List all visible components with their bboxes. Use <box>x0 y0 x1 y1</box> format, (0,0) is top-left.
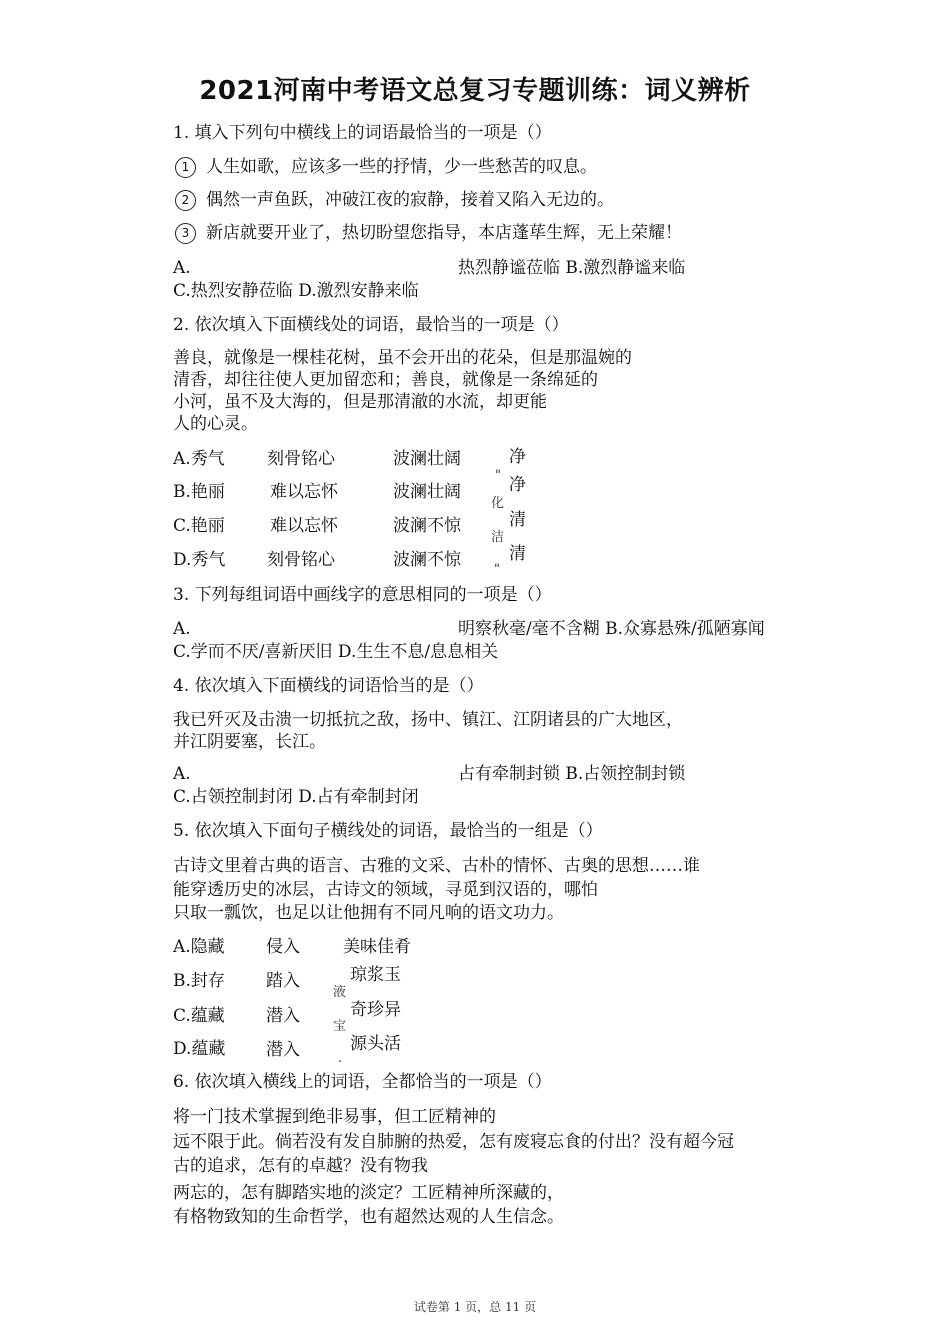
question-5-option-c-word-3: 奇珍异 <box>350 1000 401 1020</box>
question-4-passage-line: 我已歼灭及击溃一切抵抗之敌，扬中、镇江、江阴诸县的广大地区， <box>173 710 683 730</box>
question-6-passage-line: 两忘的，怎有脚踏实地的淡定？工匠精神所深藏的， <box>173 1183 564 1203</box>
question-2-option-b-word-1: B.艳丽 <box>173 482 225 502</box>
question-5-passage-line: 古诗文里着古典的语言、古雅的文采、古朴的情怀、古奥的思想……谁 <box>173 856 700 876</box>
question-3-options-line-2: C.学而不厌/喜新厌旧 D.生生不息/息息相关 <box>173 642 499 662</box>
question-1-options-line-1: 热烈静谧莅临 B.激烈静谧来临 <box>458 258 686 278</box>
question-6-passage-line: 远不限于此。倘若没有发自肺腑的热爱，怎有废寝忘食的付出？没有超今冠 <box>173 1132 734 1152</box>
question-5-option-a-word-1: A.隐藏 <box>173 937 225 957</box>
question-5-option-b-word-3: 琼浆玉 <box>350 965 401 985</box>
question-5-option-d-word-3: 源头活 <box>350 1034 401 1054</box>
question-5-option-b-word-2: 踏入 <box>266 971 300 991</box>
question-5-option-b-word-1: B.封存 <box>173 971 225 991</box>
question-1-item-2 <box>175 189 614 211</box>
question-2-option-c-word-2: 难以忘怀 <box>270 516 338 536</box>
question-2-option-a-fragment: " <box>495 468 501 483</box>
question-6-passage-line: 将一门技术掌握到绝非易事，但工匠精神的 <box>173 1107 496 1127</box>
question-6-passage-line: 有格物致知的生命哲学，也有超然达观的人生信念。 <box>173 1207 564 1227</box>
question-1-item-3 <box>175 222 682 244</box>
question-6-stem: 6. 依次填入横线上的词语，全都恰当的一项是（） <box>173 1072 552 1092</box>
question-5-option-c-fragment: 宝 <box>333 1019 347 1034</box>
question-2-option-c-fragment: 洁 <box>491 530 505 545</box>
question-5-option-d-fragment: . <box>338 1051 343 1066</box>
question-1-stem: 1. 填入下列句中横线上的词语最恰当的一项是（） <box>173 123 552 143</box>
question-2-option-d-word-2: 刻骨铭心 <box>267 550 335 570</box>
question-5-option-c-word-1: C.蕴藏 <box>173 1006 225 1026</box>
question-4-option-a-label: A. <box>173 764 191 784</box>
item-text: 人生如歌，应该多一些的抒情，少一些愁苦的叹息。 <box>206 157 597 177</box>
question-2-option-c-word-1: C.艳丽 <box>173 516 225 536</box>
question-5-passage-line: 只取一瓢饮，也足以让他拥有不同凡响的语文功力。 <box>173 903 564 923</box>
question-6-passage-line: 古的追求，怎有的卓越？没有物我 <box>173 1156 428 1176</box>
question-4-options-line-2: C.占领控制封闭 D.占有牵制封闭 <box>173 787 419 807</box>
question-2-option-d-word-3: 波澜不惊 <box>393 550 461 570</box>
question-1-option-a-label: A. <box>173 258 191 278</box>
question-5-option-c-word-2: 潜入 <box>266 1006 300 1026</box>
question-5-option-d-word-2: 潜入 <box>266 1040 300 1060</box>
question-2-passage-line: 小河，虽不及大海的，但是那清澈的水流，却更能 <box>173 392 547 412</box>
circled-number: 2 <box>175 190 196 211</box>
question-2-option-c-word-3: 波澜不惊 <box>393 516 461 536</box>
question-2-option-b-word-4: 净 <box>509 475 526 495</box>
question-2-option-d-word-4: 清 <box>509 544 526 564</box>
question-2-option-b-fragment: 化 <box>491 496 505 511</box>
question-2-option-d-fragment: " <box>494 562 500 577</box>
question-5-stem: 5. 依次填入下面句子横线处的词语，最恰当的一组是（） <box>173 821 603 841</box>
question-5-option-d-word-1: D.蕴藏 <box>173 1039 226 1059</box>
question-3-option-a-label: A. <box>173 619 191 639</box>
question-2-option-a-word-4: 净 <box>509 447 526 467</box>
question-1-options-line-2: C.热烈安静莅临 D.激烈安静来临 <box>173 281 419 301</box>
question-2-option-a-word-3: 波澜壮阔 <box>393 449 461 469</box>
question-2-option-c-word-4: 清 <box>509 510 526 530</box>
question-5-passage-line: 能穿透历史的冰层，古诗文的领域，寻觅到汉语的，哪怕 <box>173 880 598 900</box>
question-2-option-b-word-3: 波澜壮阔 <box>393 482 461 502</box>
question-5-option-b-fragment: 液 <box>333 985 347 1000</box>
circled-number: 3 <box>175 223 196 244</box>
question-2-option-a-word-2: 刻骨铭心 <box>267 449 335 469</box>
page-title: 2021河南中考语文总复习专题训练：词义辨析 <box>199 76 751 106</box>
page-footer: 试卷第 1 页，总 11 页 <box>413 1300 537 1314</box>
question-5-option-a-word-2: 侵入 <box>266 937 300 957</box>
question-1-item-1 <box>175 156 597 178</box>
question-2-option-a-word-1: A.秀气 <box>173 449 225 469</box>
question-2-option-b-word-2: 难以忘怀 <box>270 482 338 502</box>
circled-number: 1 <box>175 157 196 178</box>
question-2-stem: 2. 依次填入下面横线处的词语，最恰当的一项是（） <box>173 315 569 335</box>
question-4-passage-line: 并江阴要塞，长江。 <box>173 732 326 752</box>
item-text: 新店就要开业了，热切盼望您指导，本店蓬荜生辉，无上荣耀！ <box>206 223 682 243</box>
question-4-stem: 4. 依次填入下面横线的词语恰当的是（） <box>173 676 484 696</box>
question-5-option-a-word-3: 美味佳肴 <box>343 937 411 957</box>
question-2-passage-line: 清香，却往往使人更加留恋和；善良，就像是一条绵延的 <box>173 370 598 390</box>
question-2-passage-line: 人的心灵。 <box>173 414 258 434</box>
question-3-options-line-1: 明察秋毫/毫不含糊 B.众寡悬殊/孤陋寡闻 <box>458 619 765 639</box>
question-4-options-line-1: 占有牵制封锁 B.占领控制封锁 <box>458 764 686 784</box>
item-text: 偶然一声鱼跃，冲破江夜的寂静，接着又陷入无边的。 <box>206 190 614 210</box>
question-2-passage-line: 善良，就像是一棵桂花树，虽不会开出的花朵，但是那温婉的 <box>173 348 632 368</box>
question-3-stem: 3. 下列每组词语中画线字的意思相同的一项是（） <box>173 585 552 605</box>
question-2-option-d-word-1: D.秀气 <box>173 550 226 570</box>
